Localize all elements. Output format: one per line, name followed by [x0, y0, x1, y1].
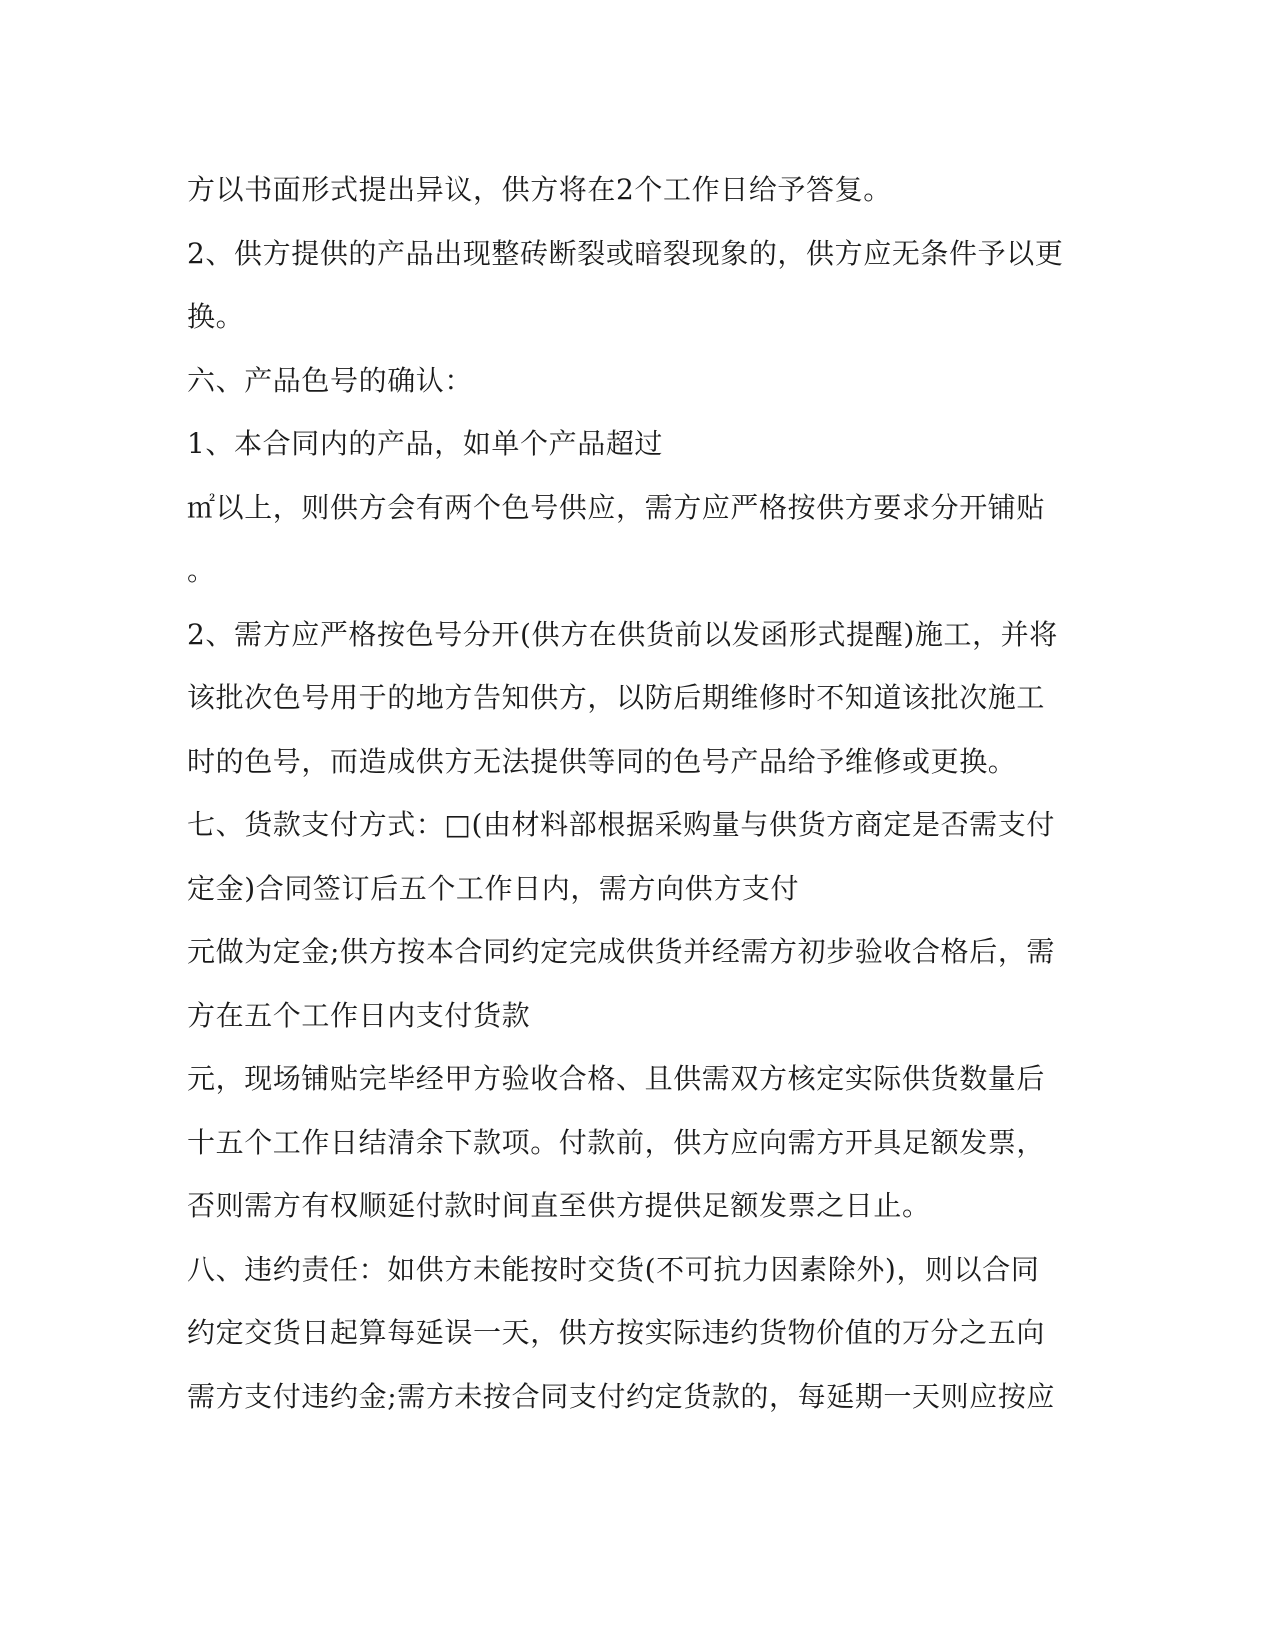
text-line: 定金)合同签订后五个工作日内，需方向供方支付 [187, 871, 800, 905]
section-heading: 七、货款支付方式：□(由材料部根据采购量与供货方商定是否需支付 [187, 808, 1055, 841]
text-line: 换。 [187, 300, 245, 333]
section-heading: 六、产品色号的确认： [187, 363, 474, 397]
text-line: 约定交货日起算每延误一天，供方按实际违约货物价值的万分之五向 [187, 1316, 1046, 1349]
document-body [187, 158, 1087, 1428]
text-line: 十五个工作日结清余下款项。付款前，供方应向需方开具足额发票， [187, 1125, 1046, 1159]
text-line: 方在五个工作日内支付货款 [187, 998, 531, 1032]
text-line: 2、需方应严格按色号分开(供方在供货前以发函形式提醒)施工，并将 [187, 617, 1058, 651]
text-line: 元做为定金;供方按本合同约定完成供货并经需方初步验收合格后，需 [187, 935, 1056, 968]
text-line: ㎡以上，则供方会有两个色号供应，需方应严格按供方要求分开铺贴 [187, 490, 1046, 524]
text-line: 元，现场铺贴完毕经甲方验收合格、且供需双方核定实际供货数量后 [187, 1062, 1046, 1095]
text-line: 方以书面形式提出异议，供方将在2个工作日给予答复。 [187, 173, 892, 206]
text-line: 该批次色号用于的地方告知供方，以防后期维修时不知道该批次施工 [187, 681, 1046, 714]
text-line: 2、供方提供的产品出现整砖断裂或暗裂现象的，供方应无条件予以更 [187, 236, 1064, 270]
text-line: 。 [187, 554, 216, 587]
text-line: 需方支付违约金;需方未按合同支付约定货款的，每延期一天则应按应 [187, 1379, 1056, 1413]
text-line: 时的色号，而造成供方无法提供等同的色号产品给予维修或更换。 [187, 744, 1017, 778]
section-heading: 八、违约责任：如供方未能按时交货(不可抗力因素除外)，则以合同 [187, 1252, 1040, 1286]
text-line: 否则需方有权顺延付款时间直至供方提供足额发票之日止。 [187, 1189, 931, 1222]
text-line: 1、本合同内的产品，如单个产品超过 [187, 427, 664, 460]
